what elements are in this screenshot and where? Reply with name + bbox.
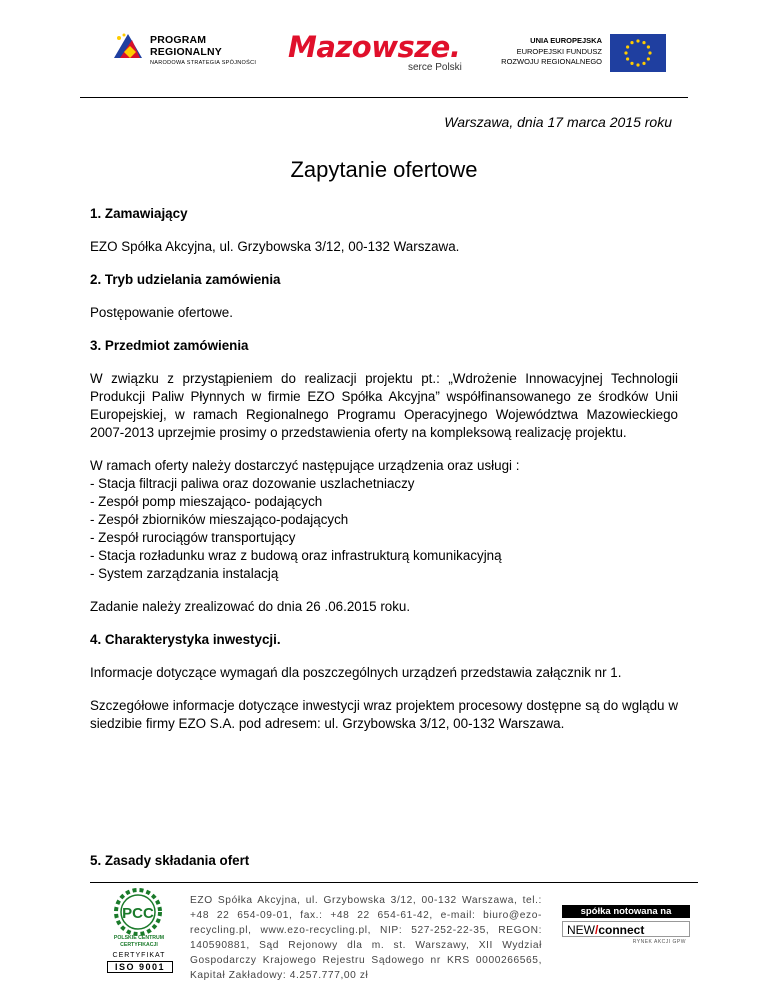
eu-star-icon	[626, 57, 629, 60]
eu-star-icon	[636, 63, 639, 66]
list-item: - Zespół rurociągów transportujący	[90, 530, 296, 545]
section-3-deadline: Zadanie należy zrealizować do dnia 26 .06.2015 roku.	[90, 599, 411, 614]
pcc-line-4: ISO 9001	[107, 961, 173, 973]
eu-star-icon	[648, 51, 651, 54]
newconnect-banner: spółka notowana na	[562, 905, 690, 918]
strategy-text: NARODOWA STRATEGIA SPÓJNOŚCI	[150, 60, 257, 66]
eu-line-3: ROZWOJU REGIONALNEGO	[501, 57, 602, 66]
section-5-heading: 5. Zasady składania ofert	[90, 853, 250, 868]
deliverables-list	[90, 475, 678, 583]
pcc-iso-certificate-logo	[102, 888, 176, 976]
pcc-line-3: CERTYFIKAT	[112, 952, 166, 959]
eu-flag-icon	[610, 34, 666, 72]
mazowsze-wordmark: Mazowsze.	[288, 30, 461, 64]
document-date: Warszawa, dnia 17 marca 2015 roku	[444, 114, 672, 130]
newconnect-sub: RYNEK AKCJI GPW	[632, 939, 686, 945]
newconnect-new: NEW	[567, 923, 595, 937]
newconnect-connect: connect	[598, 923, 645, 937]
pcc-gear-icon	[114, 888, 162, 936]
list-item: - Zespół pomp mieszająco- podających	[90, 494, 323, 509]
section-1-heading: 1. Zamawiający	[90, 206, 188, 221]
eu-star-icon	[636, 39, 639, 42]
regionalny-text: REGIONALNY	[150, 46, 223, 58]
eu-line-1: UNIA EUROPEJSKA	[530, 36, 602, 45]
section-3-list-intro: W ramach oferty należy dostarczyć następujące urządzenia oraz usługi :	[90, 458, 520, 473]
eu-star-icon	[624, 51, 627, 54]
eu-star-icon	[642, 41, 645, 44]
eu-star-icon	[630, 62, 633, 65]
pcc-letters: PCC	[122, 905, 154, 922]
section-4-paragraph-1: Informacje dotyczące wymagań dla poszczególnych urządzeń przedstawia załącznik nr 1.	[90, 665, 622, 680]
eu-star-icon	[626, 45, 629, 48]
newconnect-slash: /	[595, 923, 599, 937]
pcc-line-1: POLSKIE CENTRUM	[113, 935, 165, 941]
program-regionalny-mark-icon	[110, 28, 146, 68]
list-item: - System zarządzania instalacją	[90, 566, 279, 581]
program-text: PROGRAM	[150, 34, 207, 46]
company-details: EZO Spółka Akcyjna, ul. Grzybowska 3/12, 00-132 Warszawa, tel.: +48 22 654-09-01, fax.: +48 22 654-61-42, e-mail: biuro@ezo-recycling.pl, www.ezo-recycling.pl, NIP: 527-252-22-35, REGON: 140590881, Sąd Rejonowy dla m. st. Warszawy, XII Wydział Gospodarczy Krajowego Rejestru Sądowego nr KRS 0000266565, Kapitał Zakładowy: 4.257.777,00 zł	[190, 895, 542, 981]
section-4-heading: 4. Charakterystyka inwestycji.	[90, 632, 281, 647]
mazowsze-tagline: serce Polski	[408, 62, 462, 73]
list-item: - Stacja rozładunku wraz z budową oraz infrastrukturą komunikacyjną	[90, 548, 502, 563]
document-title: Zapytanie ofertowe	[290, 157, 478, 182]
letterhead	[0, 0, 768, 100]
eu-fund-logo	[496, 34, 666, 74]
section-3-heading: 3. Przedmiot zamówienia	[90, 338, 249, 353]
newconnect-wordmark	[562, 921, 690, 937]
eu-star-icon	[642, 62, 645, 65]
mazowsze-logo	[288, 30, 478, 80]
newconnect-logo	[562, 905, 690, 950]
footer-divider	[90, 882, 698, 883]
eu-star-icon	[647, 57, 650, 60]
pcc-line-2: CERTYFIKACJI	[120, 942, 158, 948]
eu-line-2: EUROPEJSKI FUNDUSZ	[516, 47, 602, 56]
header-divider	[80, 97, 688, 98]
section-3-paragraph: W związku z przystąpieniem do realizacji projektu pt.: „Wdrożenie Innowacyjnej Technologii Produkcji Paliw Płynnych w firmie EZO Spółka Akcyjna” współfinansowanego ze środków Unii Europejskiej, w ramach Regionalnego Programu Operacyjnego Województwa Mazowieckiego 2007-2013 uprzejmie prosimy o przedstawienia oferty na kompleksową realizację projektu.	[90, 371, 678, 440]
eu-star-icon	[630, 41, 633, 44]
section-2-heading: 2. Tryb udzielania zamówienia	[90, 272, 281, 287]
document-body	[90, 205, 678, 733]
list-item: - Zespół zbiorników mieszająco-podających	[90, 512, 349, 527]
list-item: - Stacja filtracji paliwa oraz dozowanie uszlachetniaczy	[90, 476, 415, 491]
program-regionalny-logo	[110, 28, 270, 74]
eu-star-icon	[647, 45, 650, 48]
section-1-text: EZO Spółka Akcyjna, ul. Grzybowska 3/12, 00-132 Warszawa.	[90, 239, 460, 254]
section-2-text: Postępowanie ofertowe.	[90, 305, 233, 320]
section-4-paragraph-2: Szczegółowe informacje dotyczące inwestycji wraz projektem procesowy dostępne są do wglądu w siedzibie firmy EZO S.A. pod adresem: ul. Grzybowska 3/12, 00-132 Warszawa.	[90, 698, 678, 731]
